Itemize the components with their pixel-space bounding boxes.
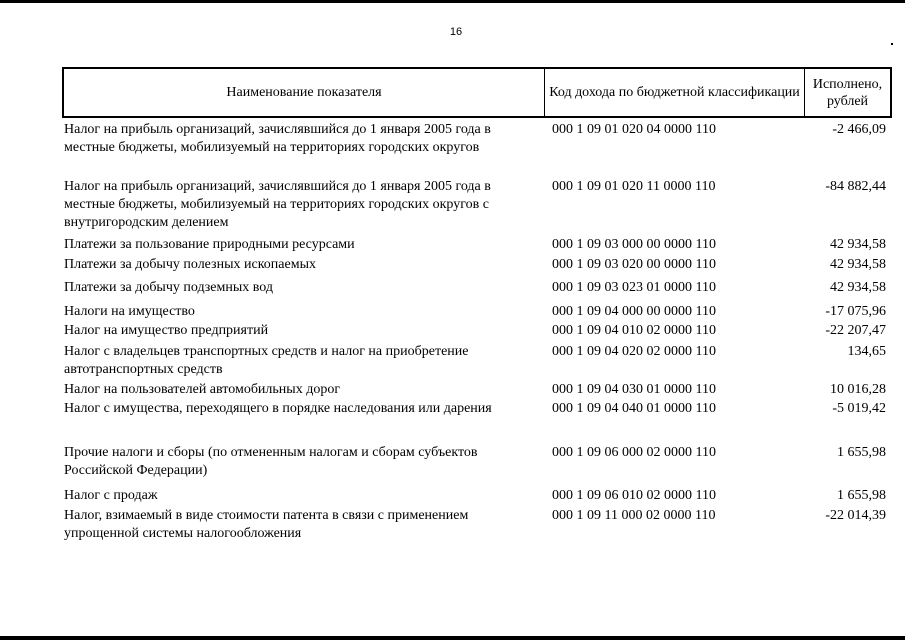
row-code: 000 1 09 04 000 00 0000 110 [552, 304, 716, 319]
top-border-rule [0, 0, 905, 3]
row-code: 000 1 09 04 040 01 0000 110 [552, 401, 716, 416]
row-name: Налог с продаж [64, 488, 158, 503]
row-name: Налоги на имущество [64, 304, 195, 319]
row-name: Платежи за пользование природными ресурсами [64, 237, 355, 252]
row-code: 000 1 09 06 000 02 0000 110 [552, 445, 716, 460]
row-code: 000 1 09 01 020 04 0000 110 [552, 122, 716, 137]
row-name: Платежи за добычу полезных ископаемых [64, 257, 316, 272]
row-code: 000 1 09 11 000 02 0000 110 [552, 508, 716, 523]
row-amount: -2 466,09 [832, 122, 886, 137]
row-code: 000 1 09 03 023 01 0000 110 [552, 280, 716, 295]
row-name: Налог на пользователей автомобильных дорог [64, 382, 341, 397]
row-code: 000 1 09 04 030 01 0000 110 [552, 382, 716, 397]
row-amount: 42 934,58 [830, 257, 886, 272]
row-code: 000 1 09 06 010 02 0000 110 [552, 488, 716, 503]
row-amount: 10 016,28 [830, 382, 886, 397]
page-number: 16 [449, 26, 463, 38]
row-name: Налог на имущество предприятий [64, 323, 269, 338]
row-amount: 1 655,98 [837, 445, 886, 460]
row-amount: -5 019,42 [832, 401, 886, 416]
row-name: Налог с имущества, переходящего в порядке наследования или дарения [64, 401, 492, 416]
table-header [62, 67, 892, 118]
bottom-border-rule [0, 636, 905, 640]
row-code: 000 1 09 03 000 00 0000 110 [552, 237, 716, 252]
row-amount: 42 934,58 [830, 280, 886, 295]
scan-speck [891, 43, 893, 45]
header-amount: Исполнено, рублей [804, 69, 890, 116]
row-amount: -84 882,44 [825, 179, 886, 194]
row-name: Налог, взимаемый в виде стоимости патента в связи с применением упрощенной системы налогообложения [64, 508, 469, 541]
row-name: Платежи за добычу подземных вод [64, 280, 274, 295]
row-name: Налог на прибыль организаций, зачислявшийся до 1 января 2005 года в местные бюджеты, мобилизуемый на территориях городских округов с внутригородским делением [64, 179, 491, 230]
row-amount: -22 014,39 [825, 508, 886, 523]
row-code: 000 1 09 04 010 02 0000 110 [552, 323, 716, 338]
row-name: Прочие налоги и сборы (по отмененным налогам и сборам субъектов Российской Федерации) [64, 445, 478, 478]
row-amount: 1 655,98 [837, 488, 886, 503]
row-amount: -17 075,96 [825, 304, 886, 319]
row-amount: 42 934,58 [830, 237, 886, 252]
row-amount: 134,65 [847, 344, 886, 359]
header-name: Наименование показателя [226, 85, 382, 100]
row-name: Налог на прибыль организаций, зачислявшийся до 1 января 2005 года в местные бюджеты, мобилизуемый на территориях городских округов [64, 122, 491, 155]
row-name: Налог с владельцев транспортных средств и налог на приобретение автотранспортных средств [64, 344, 469, 377]
row-code: 000 1 09 04 020 02 0000 110 [552, 344, 716, 359]
row-code: 000 1 09 01 020 11 0000 110 [552, 179, 716, 194]
header-code: Код дохода по бюджетной классификации [544, 69, 804, 116]
row-code: 000 1 09 03 020 00 0000 110 [552, 257, 716, 272]
row-amount: -22 207,47 [825, 323, 886, 338]
